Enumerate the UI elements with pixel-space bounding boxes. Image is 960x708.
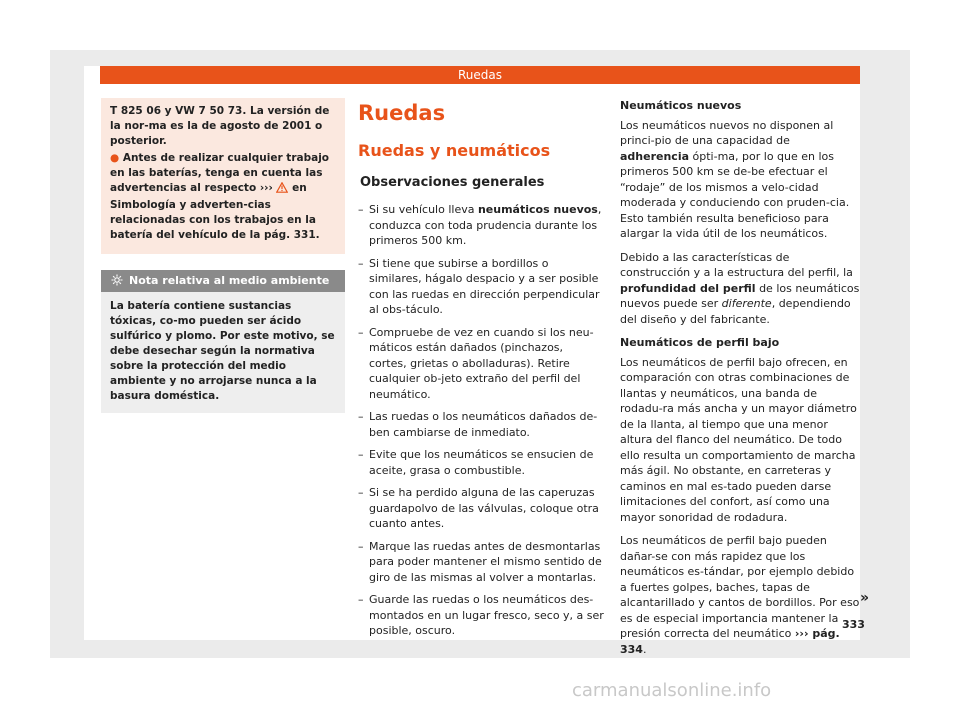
list-item: – Guarde las ruedas o los neumáticos des-montados en un lugar fresco, seco y, a ser posible, oscuro. <box>358 592 604 639</box>
watermark: carmanualsonline.info <box>572 680 772 701</box>
page-reference-link[interactable]: ››› pág. 334 <box>620 627 840 656</box>
list-item: – Si su vehículo lleva neumáticos nuevos, conduzca con toda prudencia durante los primeros 500 km. <box>358 202 604 249</box>
list-item: – Marque las ruedas antes de desmontarlas para poder mantener el mismo sentido de giro de las mismas al volver a montarlas. <box>358 539 604 586</box>
low-profile-damage-paragraph: Los neumáticos de perfil bajo pueden dañar-se con más rapidez que los neumáticos es-tándar, por ejemplo debido a fuertes golpes, baches, tapas de alcantarillado y cantos de bordillos. Por eso es de especial importancia mantener la presión correcta del neumático ››› pág. 334. <box>620 534 860 656</box>
new-tyres-heading: Neumáticos nuevos <box>620 99 742 112</box>
warning-text: T 825 06 y VW 7 50 73. La versión de la nor-ma es la de agosto de 2001 o posterior. <box>110 105 330 147</box>
section-header: Ruedas <box>100 66 860 84</box>
continued-marker: » <box>860 590 870 606</box>
environment-note-box <box>101 270 345 413</box>
page-number: 333 <box>842 618 865 631</box>
warning-box <box>101 98 345 254</box>
warning-bullet-text-2: en Simbología y adverten-cias relacionadas con los trabajos en la batería del vehículo de la pág. 331. <box>110 182 320 241</box>
low-profile-heading: Neumáticos de perfil bajo <box>620 336 780 349</box>
low-profile-paragraph: Los neumáticos de perfil bajo ofrecen, en comparación con otras combinaciones de llantas y neumáticos, una banda de rodadu-ra más ancha y un mayor diámetro de la llanta, al tiempo que una menor altura del flanco del neumático. De todo ello resulta un comportamiento de marcha más ágil. No obstante, en carreteras y caminos en mal es-tado pueden darse limitaciones del confort, así como una mayor sonoridad de rodadura. <box>620 355 857 524</box>
warning-bullet <box>110 151 336 243</box>
list-item: – Las ruedas o los neumáticos dañados de-ben cambiarse de inmediato. <box>358 409 604 440</box>
list-item: – Si se ha perdido alguna de las caperuzas guardapolvo de las válvulas, coloque otra cuanto antes. <box>358 485 604 532</box>
environment-leaf-icon <box>111 272 123 294</box>
environment-note-header <box>101 270 345 292</box>
subsection-title: Observaciones generales <box>360 175 545 190</box>
warning-triangle-icon <box>276 182 288 198</box>
environment-note-title: Nota relativa al medio ambiente <box>129 274 330 287</box>
tread-depth-paragraph: Debido a las características de construcción y a la estructura del perfil, la profundidad del perfil de los neumáticos nuevos puede ser diferente, dependiendo del diseño y del fabricante. <box>620 250 860 326</box>
list-item: – Si tiene que subirse a bordillos o similares, hágalo despacio y a ser posible con las ruedas en dirección perpendicular al obs-táculo. <box>358 256 604 318</box>
left-column <box>101 98 345 413</box>
list-item: – Compruebe de vez en cuando si los neu-máticos están dañados (pinchazos, cortes, grietas o abolladuras). Retire cualquier ob-jeto extraño del perfil del neumático. <box>358 325 604 403</box>
list-item: – Evite que los neumáticos se ensucien de aceite, grasa o combustible. <box>358 447 604 478</box>
new-tyres-paragraph: Los neumáticos nuevos no disponen al princi-pio de una capacidad de adherencia ópti-ma, por lo que en los primeros 500 km se de-be efectuar el “rodaje” de los mismos a velo-cidad moderada y conduciendo con pruden-cia. Esto también resulta beneficioso para alargar la vida útil de los neumáticos. <box>620 118 850 240</box>
environment-note-text: La batería contiene sustancias tóxicas, co-mo pueden ser ácido sulfúrico y plomo. Por este motivo, se debe desechar según la normativa sobre la protección del medio ambiente y no arrojarse nunca a la basura doméstica. <box>110 300 335 402</box>
chapter-title: Ruedas <box>358 101 446 125</box>
section-title: Ruedas y neumáticos <box>358 141 551 160</box>
middle-column <box>358 98 604 646</box>
observations-list <box>358 202 604 639</box>
warning-bullet-text: Antes de realizar cualquier trabajo en las baterías, tenga en cuenta las advertencias al respecto ››› <box>110 152 330 194</box>
bullet-icon: ● <box>110 152 120 164</box>
right-column <box>620 98 860 665</box>
